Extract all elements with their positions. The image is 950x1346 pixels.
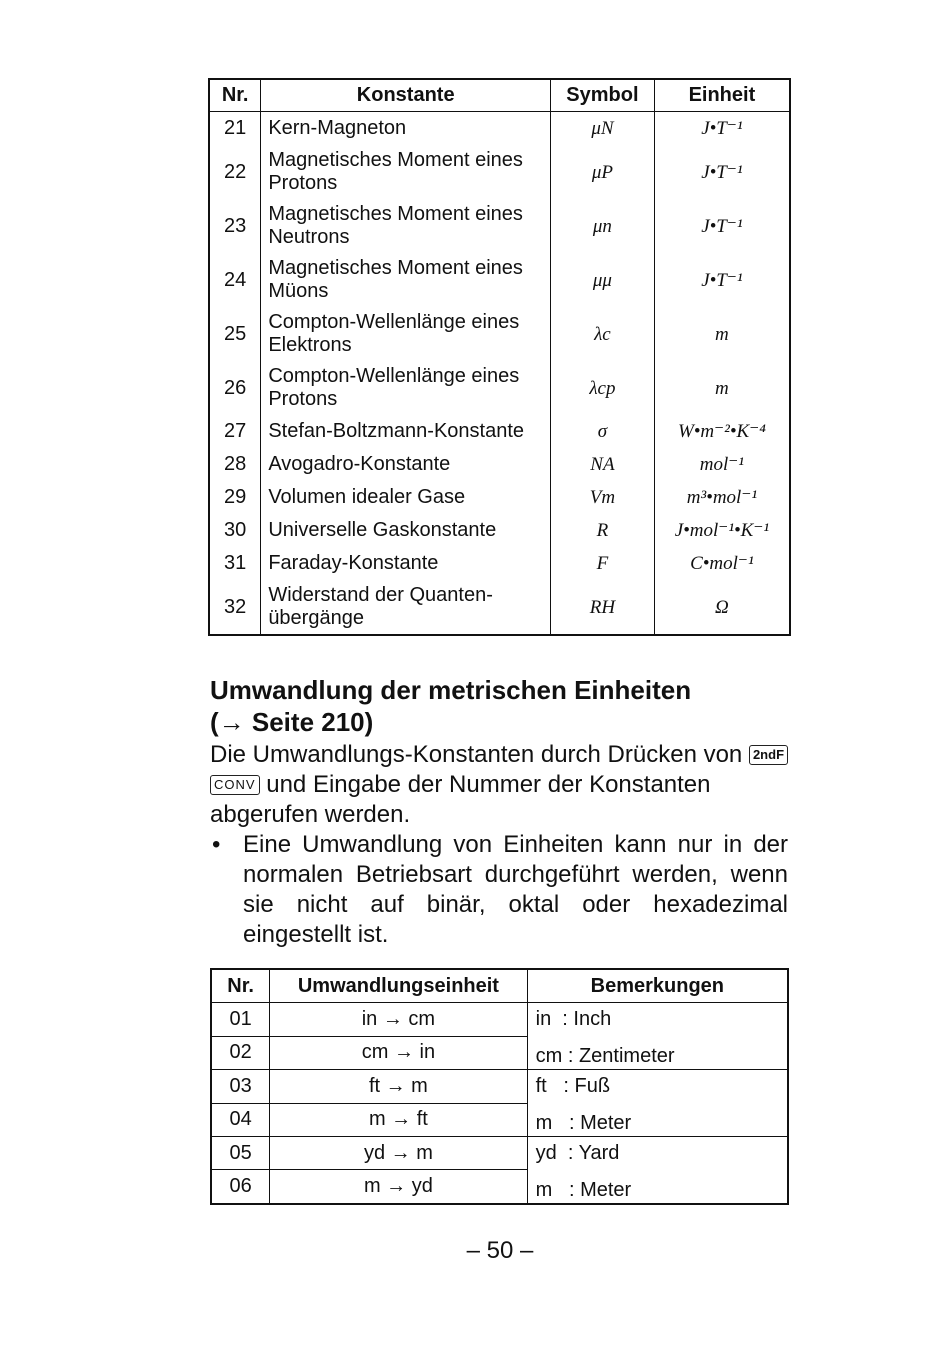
intro-text-start: Die Umwandlungs-Konstanten durch Drücken von xyxy=(210,741,743,768)
header-nr: Nr. xyxy=(211,969,270,1003)
row-nr: 06 xyxy=(211,1170,270,1204)
row-nr: 31 xyxy=(209,547,261,580)
header-constant: Konstante xyxy=(261,79,551,112)
row-nr: 25 xyxy=(209,307,261,361)
row-nr: 02 xyxy=(211,1036,270,1070)
row-symbol: μμ xyxy=(551,253,655,307)
table-row xyxy=(209,448,790,481)
row-nr: 28 xyxy=(209,448,261,481)
row-unit: J•T⁻¹ xyxy=(654,253,790,307)
remark-line: in : Inch xyxy=(535,1008,612,1030)
row-unit: J•T⁻¹ xyxy=(654,145,790,199)
table-row xyxy=(209,145,790,199)
table-row xyxy=(209,361,790,415)
row-unit: m³•mol⁻¹ xyxy=(654,481,790,514)
row-unit: J•T⁻¹ xyxy=(654,199,790,253)
header-conversion-unit: Umwandlungseinheit xyxy=(270,969,527,1003)
row-constant: Widerstand der Quanten-übergänge xyxy=(261,580,551,635)
section-title: Umwandlung der metrischen Einheiten xyxy=(210,675,692,705)
row-symbol: λc xyxy=(551,307,655,361)
row-nr: 01 xyxy=(211,1003,270,1037)
note-text: Eine Umwandlung von Einheiten kann nur in der normalen Betriebsart durchgeführt werden, wenn sie nicht auf binär, oktal oder hexadezimal eingestellt ist. xyxy=(243,831,788,948)
row-nr: 32 xyxy=(209,580,261,635)
table-row xyxy=(209,547,790,580)
row-constant: Magnetisches Moment eines Protons xyxy=(261,145,551,199)
row-symbol: Vm xyxy=(551,481,655,514)
row-unit: Ω xyxy=(654,580,790,635)
row-constant: Universelle Gaskonstante xyxy=(261,514,551,547)
row-unit: mol⁻¹ xyxy=(654,448,790,481)
table-row xyxy=(209,514,790,547)
row-conversion: m → yd xyxy=(270,1170,527,1204)
row-unit: W•m⁻²•K⁻⁴ xyxy=(654,415,790,448)
key-2ndf-icon: 2ndF xyxy=(749,745,788,765)
row-constant: Compton-Wellenlänge eines Elektrons xyxy=(261,307,551,361)
row-nr: 26 xyxy=(209,361,261,415)
row-constant: Faraday-Konstante xyxy=(261,547,551,580)
row-constant: Compton-Wellenlänge eines Protons xyxy=(261,361,551,415)
row-conversion: in → cm xyxy=(270,1003,527,1037)
table-row xyxy=(209,481,790,514)
row-unit: C•mol⁻¹ xyxy=(654,547,790,580)
row-constant: Magnetisches Moment eines Neutrons xyxy=(261,199,551,253)
row-symbol: F xyxy=(551,547,655,580)
remark-cell xyxy=(527,1137,788,1205)
intro-text-end: und Eingabe der Nummer der Konstanten abgerufen werden. xyxy=(210,771,711,828)
remark-line: m : Meter xyxy=(535,1112,632,1134)
row-nr: 29 xyxy=(209,481,261,514)
row-constant: Avogadro-Konstante xyxy=(261,448,551,481)
remark-cell xyxy=(527,1003,788,1070)
table-row xyxy=(209,112,790,146)
section-page-reference: (→ Seite 210) xyxy=(210,707,374,737)
row-conversion: ft → m xyxy=(270,1070,527,1104)
table-row xyxy=(211,1070,788,1104)
constants-table xyxy=(208,78,791,636)
header-unit: Einheit xyxy=(654,79,790,112)
row-symbol: μn xyxy=(551,199,655,253)
key-conv-icon: CONV xyxy=(210,775,260,795)
remark-line: ft : Fuß xyxy=(535,1075,611,1097)
row-conversion: m → ft xyxy=(270,1103,527,1137)
remark-line: yd : Yard xyxy=(535,1142,620,1164)
row-unit: m xyxy=(654,307,790,361)
remark-cell xyxy=(527,1070,788,1137)
row-symbol: RH xyxy=(551,580,655,635)
row-constant: Volumen idealer Gase xyxy=(261,481,551,514)
constants-header-row xyxy=(209,79,790,112)
header-nr: Nr. xyxy=(209,79,261,112)
row-nr: 30 xyxy=(209,514,261,547)
row-unit: J•T⁻¹ xyxy=(654,112,790,146)
table-row xyxy=(209,253,790,307)
table-row xyxy=(211,1003,788,1037)
table-row xyxy=(209,415,790,448)
table-row xyxy=(209,580,790,635)
row-symbol: NA xyxy=(551,448,655,481)
row-nr: 22 xyxy=(209,145,261,199)
row-unit: J•mol⁻¹•K⁻¹ xyxy=(654,514,790,547)
row-nr: 27 xyxy=(209,415,261,448)
bullet-icon: • xyxy=(212,831,221,858)
table-row xyxy=(209,199,790,253)
table-row xyxy=(209,307,790,361)
row-nr: 24 xyxy=(209,253,261,307)
row-constant: Kern-Magneton xyxy=(261,112,551,146)
row-symbol: σ xyxy=(551,415,655,448)
header-remarks: Bemerkungen xyxy=(527,969,788,1003)
row-nr: 03 xyxy=(211,1070,270,1104)
row-symbol: R xyxy=(551,514,655,547)
row-nr: 05 xyxy=(211,1137,270,1170)
conversion-header-row xyxy=(211,969,788,1003)
remark-line: m : Meter xyxy=(535,1179,632,1201)
conversion-table xyxy=(210,968,789,1205)
row-constant: Magnetisches Moment eines Müons xyxy=(261,253,551,307)
row-nr: 21 xyxy=(209,112,261,146)
row-symbol: μN xyxy=(551,112,655,146)
table-row xyxy=(211,1137,788,1170)
row-unit: m xyxy=(654,361,790,415)
row-conversion: yd → m xyxy=(270,1137,527,1170)
row-conversion: cm → in xyxy=(270,1036,527,1070)
row-nr: 23 xyxy=(209,199,261,253)
row-symbol: μP xyxy=(551,145,655,199)
header-symbol: Symbol xyxy=(551,79,655,112)
row-nr: 04 xyxy=(211,1103,270,1137)
row-constant: Stefan-Boltzmann-Konstante xyxy=(261,415,551,448)
page-number: – 50 – xyxy=(466,1237,534,1264)
row-symbol: λcp xyxy=(551,361,655,415)
intro-paragraph xyxy=(210,740,790,830)
remark-line: cm : Zentimeter xyxy=(535,1045,675,1067)
